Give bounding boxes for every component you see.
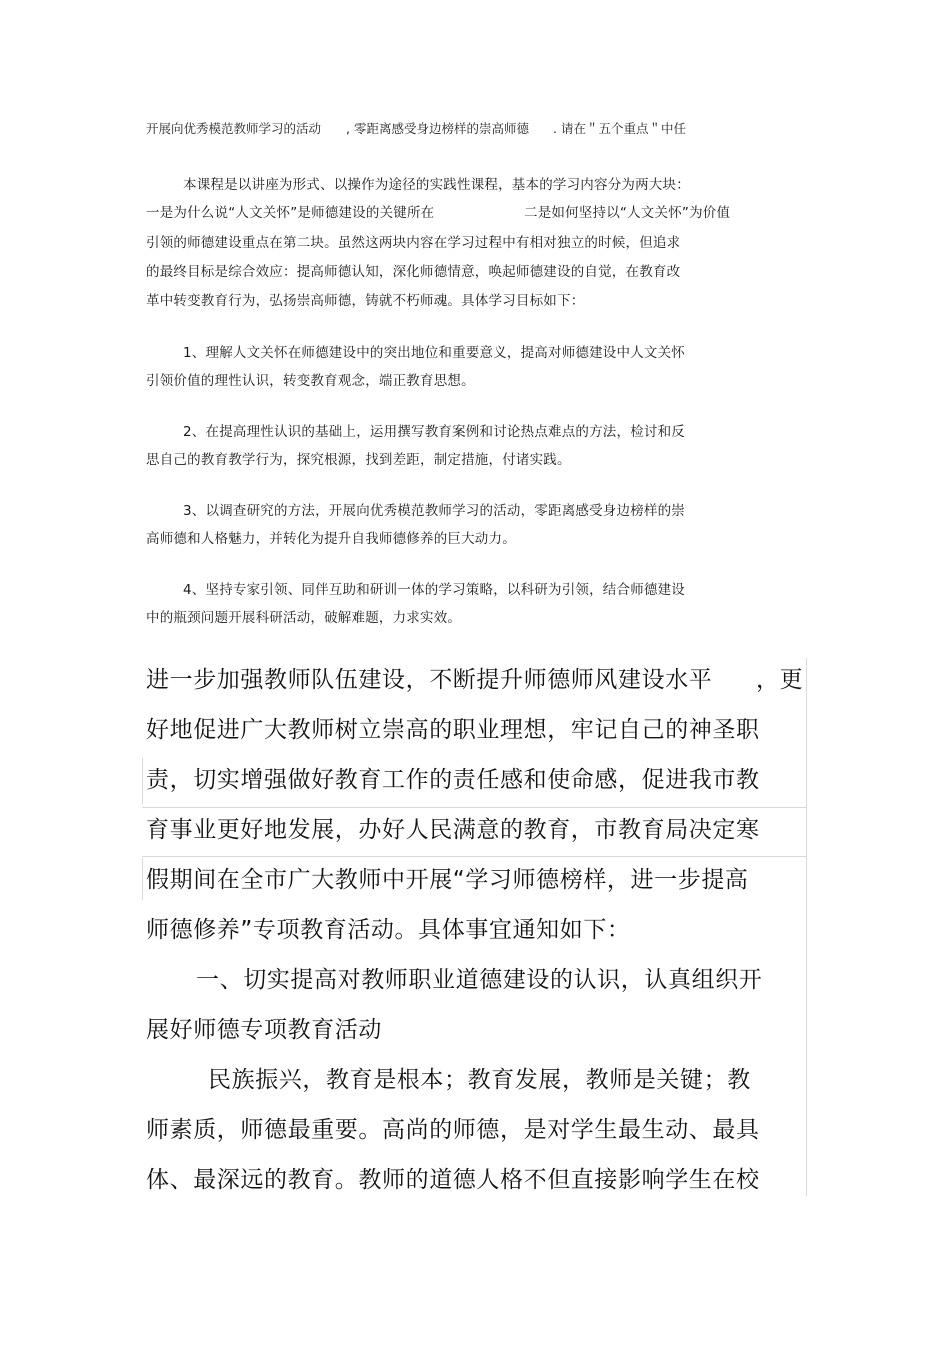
goal-2-line-2: 思自己的教育教学行为，探究根源，找到差距，制定措施，付诸实践。 — [146, 452, 571, 468]
rule-right — [806, 658, 807, 1196]
notice-line-5: 假期间在全市广大教师中开展“学习师德榜样，进一步提高 — [146, 867, 749, 893]
rule-horizontal-1 — [142, 807, 806, 808]
goal-1-line-1: 1、理解人文关怀在师德建设中的突出地位和重要意义，提高对师德建设中人文关怀 — [183, 345, 685, 361]
goal-3-line-2: 高师德和人格魅力，并转化为提升自我师德修养的巨大动力。 — [146, 531, 516, 547]
goal-4-line-1: 4、坚持专家引领、同伴互助和研训一体的学习策略，以科研为引领，结合师德建设 — [183, 582, 685, 598]
section-1-line-3: 体、最深远的教育。教师的道德人格不但直接影响学生在校 — [146, 1167, 760, 1193]
section-1-heading-line-2: 展好师德专项教育活动 — [146, 1017, 382, 1043]
intro-line-3: 引领的师德建设重点在第二块。虽然这两块内容在学习过程中有相对独立的时候，但追求 — [146, 235, 681, 251]
notice-line-6: 师德修养”专项教育活动。具体事宜通知如下： — [146, 917, 631, 943]
goal-1-line-2: 引领价值的理性认识，转变教育观念，端正教育思想。 — [146, 373, 475, 389]
header-part-3: . 请在＂五个重点＂中任 — [553, 121, 686, 136]
rule-horizontal-2 — [142, 856, 806, 857]
goal-3-line-1: 3、以调查研究的方法，开展向优秀模范教师学习的活动，零距离感受身边榜样的崇 — [183, 503, 685, 519]
intro-line-5: 革中转变教育行为，弘扬崇高师德，铸就不朽师魂。具体学习目标如下： — [146, 293, 585, 309]
section-1-line-2: 师素质，师德最重要。高尚的师德，是对学生最生动、最具 — [146, 1117, 760, 1143]
section-1-heading-line-1: 一、切实提高对教师职业道德建设的认识，认真组织开 — [196, 967, 763, 993]
notice-line-3: 责，切实增强做好教育工作的责任感和使命感，促进我市教 — [146, 767, 760, 793]
notice-line-1b: ，更 — [756, 667, 804, 693]
header-part-1: 开展向优秀模范教师学习的活动 — [146, 121, 322, 136]
intro-line-2b: 二是如何坚持以“人文关怀”为价值 — [524, 205, 731, 221]
rule-left-2 — [142, 858, 143, 900]
rule-left-1 — [142, 758, 143, 804]
goal-2-line-1: 2、在提高理性认识的基础上，运用撰写教育案例和讨论热点难点的方法，检讨和反 — [183, 424, 685, 440]
intro-line-1: 本课程是以讲座为形式、以操作为途径的实践性课程，基本的学习内容分为两大块： — [183, 177, 690, 193]
notice-line-4: 育事业更好地发展，办好人民满意的教育，市教育局决定寒 — [146, 817, 760, 843]
header-part-2: , 零距离感受身边榜样的崇高师德 — [346, 121, 529, 136]
intro-line-4: 的最终目标是综合效应：提高师德认知，深化师德情意，唤起师德建设的自觉，在教育改 — [146, 264, 681, 280]
intro-line-2a: 一是为什么说“人文关怀”是师德建设的关键所在 — [146, 205, 435, 221]
notice-line-1a: 进一步加强教师队伍建设，不断提升师德师风建设水平 — [146, 667, 713, 693]
section-1-line-1: 民族振兴，教育是根本；教育发展，教师是关键；教 — [208, 1067, 751, 1093]
goal-4-line-2: 中的瓶颈问题开展科研活动，破解难题，力求实效。 — [146, 610, 462, 626]
notice-line-2: 好地促进广大教师树立崇高的职业理想，牢记自己的神圣职 — [146, 717, 760, 743]
